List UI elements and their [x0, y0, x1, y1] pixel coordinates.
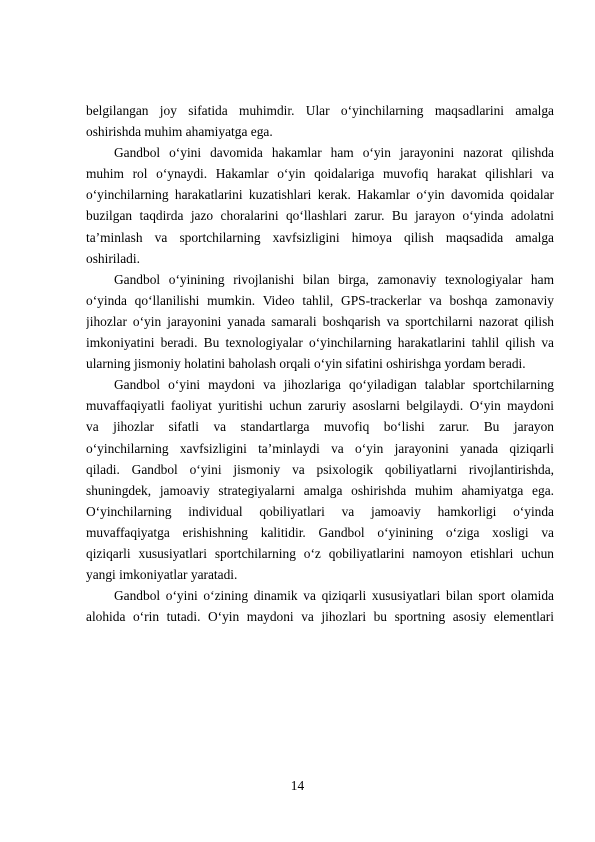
text-line: oshirishda muhim ahamiyatga ega. [86, 124, 273, 140]
text-line: va jihozlar sifatli va standartlarga muvofiq bo‘lishi zarur. Bu jarayon [86, 419, 554, 435]
text-line: oshiriladi. [86, 250, 140, 266]
text-line: ularning jismoniy holatini baholash orqali o‘yin sifatini oshirishga yordam beradi. [86, 356, 526, 372]
text-line: o‘yinda qo‘llanilishi mumkin. Video tahlil, GPS-trackerlar va boshqa zamonaviy [86, 292, 554, 308]
text-line: Gandbol o‘yini o‘zining dinamik va qiziqarli xususiyatlari bilan sport olamida [114, 588, 554, 604]
text-line: muhim rol o‘ynaydi. Hakamlar o‘yin qoidalariga muvofiq harakat qilishlari va [86, 166, 554, 182]
text-line: yangi imkoniyatlar yaratadi. [86, 567, 238, 583]
text-line: qiziqarli xususiyatlari sportchilarning o‘z qobiliyatlarini namoyon etishlari uchun [86, 545, 554, 561]
text-line: Gandbol o‘yinining rivojlanishi bilan birga, zamonaviy texnologiyalar ham [114, 271, 554, 287]
paragraph [86, 585, 554, 627]
text-line: O‘yinchilarning individual qobiliyatlari va jamoaviy hamkorligi o‘yinda [86, 503, 554, 519]
text-line: Gandbol o‘yini davomida hakamlar ham o‘yin jarayonini nazorat qilishda [114, 145, 554, 161]
paragraph [86, 142, 554, 269]
paragraph [86, 374, 554, 585]
paragraph [86, 269, 554, 374]
document-body [86, 100, 554, 627]
paragraph [86, 100, 554, 142]
text-line: jihozlar o‘yin jarayonini yanada samarali boshqarish va sportchilarni nazorat qilish [86, 313, 554, 329]
text-line: o‘yinchilarning harakatlarini kuzatishlari kerak. Hakamlar o‘yin davomida qoidalar [86, 187, 554, 203]
text-line: buzilgan taqdirda jazo choralarini qo‘llashlari zarur. Bu jarayon o‘yinda adolatni [86, 208, 554, 224]
text-line: imkoniyatini beradi. Bu texnologiyalar o‘yinchilarning harakatlarini tahlil qilish va [86, 335, 554, 351]
text-line: o‘yinchilarning xavfsizligini ta’minlaydi va o‘yin jarayonini yanada qiziqarli [86, 440, 554, 456]
page-number: 14 [290, 778, 305, 793]
text-line: ta’minlash va sportchilarning xavfsizligini himoya qilish maqsadida amalga [86, 229, 554, 245]
text-line: alohida o‘rin tutadi. O‘yin maydoni va jihozlari bu sportning asosiy elementlari [86, 609, 554, 625]
text-line: muvaffaqiyatli faoliyat yuritishi uchun zaruriy asoslarni belgilaydi. O‘yin maydoni [86, 398, 554, 414]
text-line: muvaffaqiyatga erishishning kalitidir. Gandbol o‘yinining o‘ziga xosligi va [86, 524, 554, 540]
text-line: qiladi. Gandbol o‘yini jismoniy va psixologik qobiliyatlarni rivojlantirishda, [86, 461, 554, 477]
text-line: belgilangan joy sifatida muhimdir. Ular o‘yinchilarning maqsadlarini amalga [86, 103, 554, 118]
text-line: Gandbol o‘yini maydoni va jihozlariga qo‘yiladigan talablar sportchilarning [114, 377, 554, 393]
text-line: shuningdek, jamoaviy strategiyalarni amalga oshirishda muhim ahamiyatga ega. [86, 482, 554, 498]
